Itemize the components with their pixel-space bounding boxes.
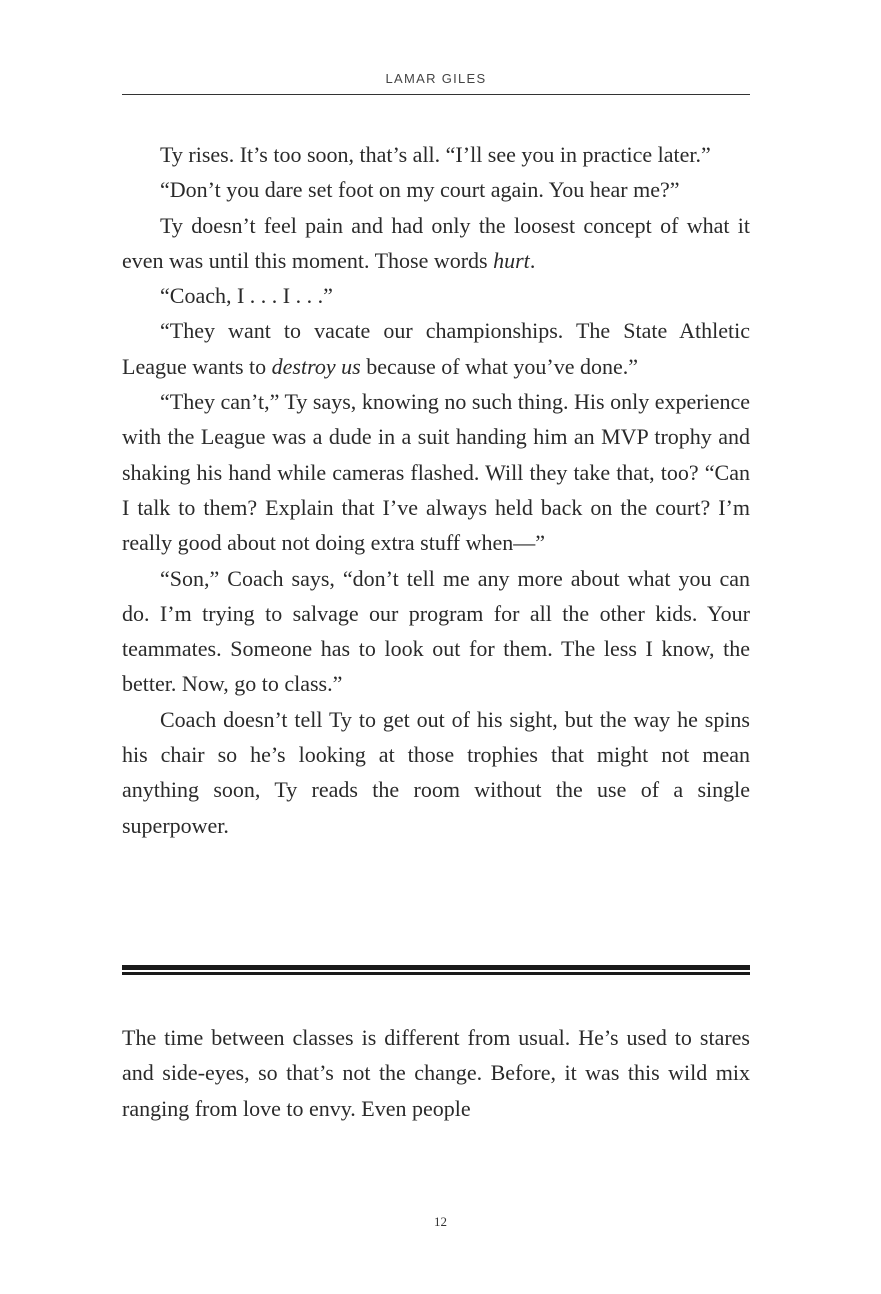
paragraph xyxy=(122,208,750,279)
paragraph xyxy=(122,313,750,384)
paragraph: Coach doesn’t tell Ty to get out of his sight, but the way he spins his chair so he’s looking at those trophies that might not mean anything soon, Ty reads the room without the use of a single superpower. xyxy=(122,706,750,838)
paragraph-text: because of what you’ve done.” xyxy=(360,353,639,379)
header-rule xyxy=(122,94,750,95)
next-section-text xyxy=(122,1020,750,1126)
section-break-bar xyxy=(122,972,750,975)
running-head: LAMAR GILES xyxy=(385,71,487,86)
emphasis: hurt xyxy=(493,247,530,273)
paragraph: The time between classes is different from usual. He’s used to stares and side-eyes, so that’s not the change. Before, it was this wild mix ranging from love to envy. Even people xyxy=(122,1025,750,1121)
paragraph: “They can’t,” Ty says, knowing no such thing. His only experience with the League was a dude in a suit handing him an MVP trophy and shaking his hand while cameras flashed. Will they take that, too? “Can I talk to them? Explain that I’ve always held back on the court? I’m really good about not doing extra stuff when—” xyxy=(122,389,750,556)
paragraph-text: “They want to vacate our championships. The State Athletic League wants to xyxy=(122,318,750,379)
paragraph: Ty rises. It’s too soon, that’s all. “I’ll see you in practice later.” xyxy=(160,142,711,167)
paragraph-text: Ty doesn’t feel pain and had only the loosest concept of what it even was until this moment. Those words xyxy=(122,212,750,273)
paragraph-text: . xyxy=(529,247,536,273)
paragraph: “Coach, I . . . I . . .” xyxy=(160,283,333,309)
section-break xyxy=(122,965,750,975)
paragraph: “Son,” Coach says, “don’t tell me any more about what you can do. I’m trying to salvage our program for all the other kids. Your teammates. Someone has to look out for them. The less I know, the better. Now, go to class.” xyxy=(122,565,750,697)
body-text xyxy=(122,137,750,843)
paragraph: “Don’t you dare set foot on my court again. You hear me?” xyxy=(160,177,680,203)
emphasis: destroy us xyxy=(271,353,361,379)
section-break-bar xyxy=(122,965,750,970)
page-number: 12 xyxy=(434,1214,447,1229)
